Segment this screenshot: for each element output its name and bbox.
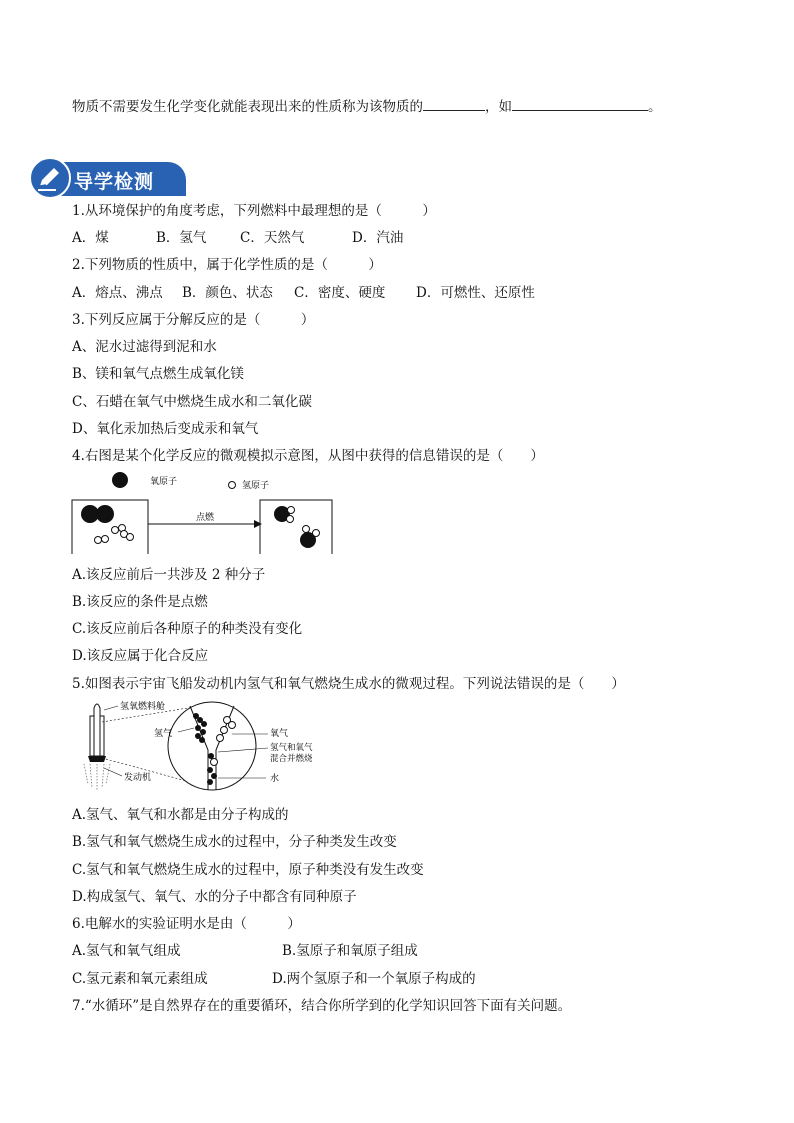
rocket-icon [84, 704, 110, 790]
q4-option-a[interactable]: A.该反应前后一共涉及 2 种分子 [72, 567, 266, 583]
q2-option-d[interactable]: D．可燃性、还原性 [416, 285, 535, 301]
question-2-stem: 2.下列物质的性质中，属于化学性质的是（ ） [72, 257, 382, 273]
q5-option-b[interactable]: B.氢气和氧气燃烧生成水的过程中，分子种类发生改变 [72, 834, 397, 850]
answer-blank-2[interactable] [512, 96, 648, 111]
legend-hydrogen: 氢原子 [242, 481, 270, 491]
q5-option-d[interactable]: D.构成氢气、氧气、水的分子中都含有同种原子 [72, 889, 357, 905]
label-engine: 发动机 [124, 773, 152, 783]
section-title: 导学检测 [74, 171, 155, 193]
intro-text-end: 。 [648, 99, 662, 115]
reaction-diagram [70, 470, 336, 556]
q4-option-c[interactable]: C.该反应前后各种原子的种类没有变化 [72, 621, 303, 637]
hydrogen-atom-legend-icon [229, 482, 236, 489]
q6-option-b[interactable]: B.氢原子和氧原子组成 [282, 943, 418, 959]
question-1-stem: 1.从环境保护的角度考虑，下列燃料中最理想的是（ ） [72, 203, 436, 219]
q6-option-d[interactable]: D.两个氢原子和一个氧原子构成的 [272, 971, 476, 987]
label-water: 水 [270, 774, 280, 784]
legend-oxygen: 氧原子 [150, 477, 178, 487]
label-mix-2: 混合并燃烧 [270, 754, 313, 764]
arrow-label: 点燃 [196, 513, 215, 523]
q1-option-a[interactable]: A．煤 [72, 230, 109, 246]
q1-option-b[interactable]: B．氢气 [156, 230, 207, 246]
question-2-options [72, 284, 535, 302]
label-ship: 氢氧燃料舱 [120, 702, 166, 712]
question-1-options [72, 229, 403, 247]
q2-option-b[interactable]: B．颜色、状态 [182, 285, 273, 301]
question-4-stem: 4.右图是某个化学反应的微观模拟示意图，从图中获得的信息错误的是（ ） [72, 448, 544, 464]
question-7-stem: 7.“水循环”是自然界存在的重要循环，结合你所学到的化学知识回答下面有关问题。 [72, 998, 572, 1014]
q1-option-d[interactable]: D．汽油 [352, 230, 404, 246]
intro-text-middle: ，如 [485, 99, 512, 115]
q2-option-a[interactable]: A．熔点、沸点 [72, 285, 163, 301]
q5-option-a[interactable]: A.氢气、氧气和水都是由分子构成的 [72, 807, 289, 823]
question-6-options-row-2 [72, 970, 476, 988]
q4-option-d[interactable]: D.该反应属于化合反应 [72, 648, 209, 664]
label-oxygen: 氧气 [270, 729, 289, 739]
label-mix-1: 氢气和氧气 [270, 743, 313, 753]
spacecraft-diagram [72, 698, 332, 794]
question-6-stem: 6.电解水的实验证明水是由（ ） [72, 916, 301, 932]
arrow-head-icon [254, 520, 262, 528]
q3-option-c[interactable]: C、石蜡在氧气中燃烧生成水和二氧化碳 [72, 394, 312, 410]
label-hydrogen: 氢气 [154, 729, 173, 739]
q3-option-d[interactable]: D、氧化汞加热后变成汞和氧气 [72, 421, 259, 437]
q2-option-c[interactable]: C．密度、硬度 [294, 285, 386, 301]
intro-line [72, 96, 662, 116]
products-box [260, 500, 332, 554]
q3-option-a[interactable]: A、泥水过滤得到泥和水 [72, 339, 217, 355]
q1-option-c[interactable]: C．天然气 [240, 230, 305, 246]
question-3-stem: 3.下列反应属于分解反应的是（ ） [72, 312, 315, 328]
question-5-stem: 5.如图表示宇宙飞船发动机内氢气和氧气燃烧生成水的微观过程。下列说法错误的是（ ） [72, 676, 625, 692]
q6-option-a[interactable]: A.氢气和氧气组成 [72, 943, 181, 959]
answer-blank-1[interactable] [423, 96, 485, 111]
intro-text-before: 物质不需要发生化学变化就能表现出来的性质称为该物质的 [72, 99, 423, 115]
q3-option-b[interactable]: B、镁和氧气点燃生成氧化镁 [72, 366, 244, 382]
q5-option-c[interactable]: C.氢气和氧气燃烧生成水的过程中，原子种类没有发生改变 [72, 862, 424, 878]
question-6-options-row-1 [72, 942, 418, 960]
q6-option-c[interactable]: C.氢元素和氧元素组成 [72, 971, 208, 987]
q4-option-b[interactable]: B.该反应的条件是点燃 [72, 594, 208, 610]
oxygen-atom-legend-icon [112, 472, 128, 488]
